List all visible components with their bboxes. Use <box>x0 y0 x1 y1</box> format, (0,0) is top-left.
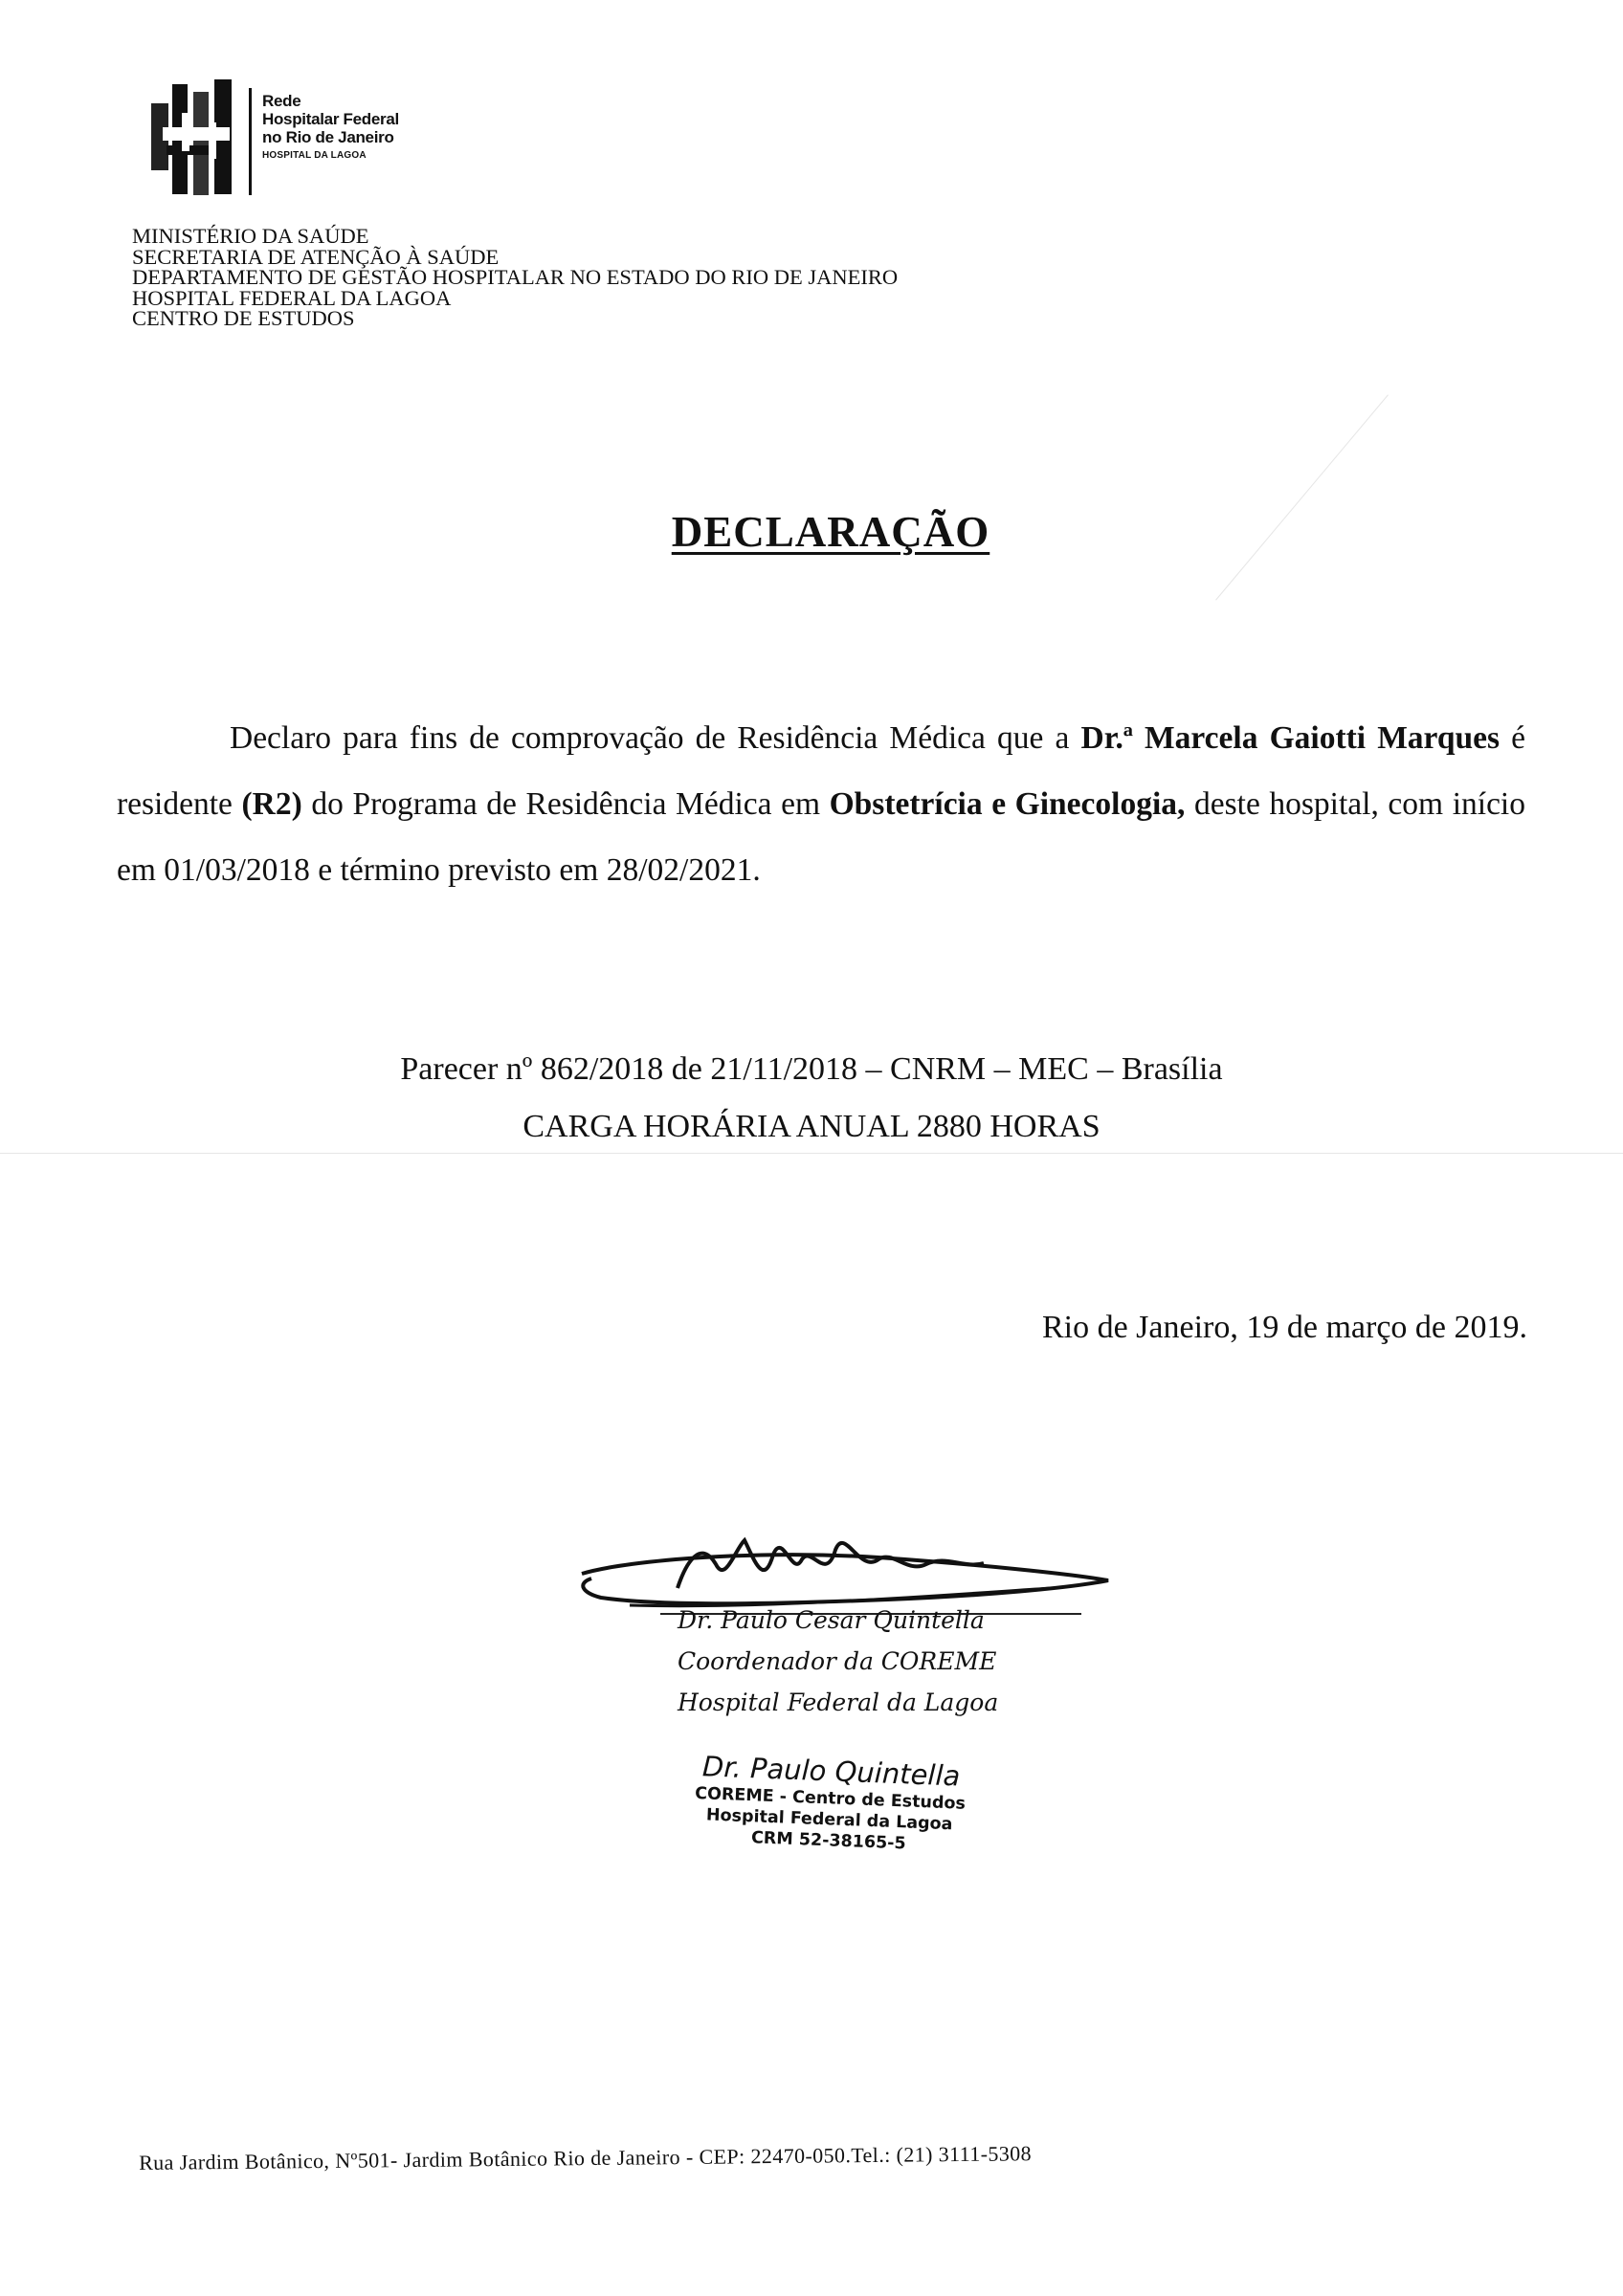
footer-address: Rua Jardim Botânico, Nº501- Jardim Botânico Rio de Janeiro - CEP: 22470-050.Tel.: (21) 3111-5308 <box>139 2141 1033 2175</box>
signatory-institution: Hospital Federal da Lagoa <box>678 1689 999 1716</box>
logo-line-3: no Rio de Janeiro <box>262 128 394 146</box>
logo-divider <box>249 88 252 195</box>
body-text-2: é residente <box>117 720 1525 822</box>
document-title: DECLARAÇÃO <box>671 508 990 556</box>
rede-hospitalar-logo-icon <box>144 75 244 204</box>
official-stamp <box>693 1749 967 1857</box>
body-text-3: do Programa de Residência Médica em <box>301 786 830 822</box>
body-text-1: Declaro para fins de comprovação de Residência Médica que a <box>230 720 1081 756</box>
workload-line: CARGA HORÁRIA ANUAL 2880 HORAS <box>522 1109 1101 1144</box>
signatory-name: Dr. Paulo Cesar Quintella <box>678 1606 985 1634</box>
hospital-logo <box>144 75 459 209</box>
body-text-4: deste hospital, com início em 01/03/2018 e término previsto em 28/02/2021. <box>117 786 1525 888</box>
residency-level: (R2) <box>241 786 302 822</box>
institution-header <box>132 226 898 329</box>
stamp-line: Hospital Federal da Lagoa <box>705 1805 953 1835</box>
declaration-body <box>117 705 1525 903</box>
parecer-block <box>0 1041 1623 1156</box>
header-line: DEPARTAMENTO DE GESTÃO HOSPITALAR NO ESTADO DO RIO DE JANEIRO <box>132 265 899 289</box>
logo-text <box>262 92 399 165</box>
header-line: HOSPITAL FEDERAL DA LAGOA <box>132 285 452 310</box>
program-name: Obstetrícia e Ginecologia, <box>829 786 1186 822</box>
stamp-name: Dr. Paulo Quintella <box>701 1750 961 1793</box>
header-line: MINISTÉRIO DA SAÚDE <box>132 224 369 248</box>
header-line: CENTRO DE ESTUDOS <box>132 306 355 330</box>
fold-line <box>1215 394 1389 600</box>
logo-line-2: Hospitalar Federal <box>262 110 399 128</box>
logo-line-1: Rede <box>262 92 301 110</box>
doctor-name: Dr.ª Marcela Gaiotti Marques <box>1080 720 1500 756</box>
signatory-block <box>678 1600 998 1723</box>
stamp-crm: CRM 52-38165-5 <box>750 1828 907 1854</box>
parecer-line: Parecer nº 862/2018 de 21/11/2018 – CNRM – MEC – Brasília <box>400 1051 1223 1087</box>
date-line: Rio de Janeiro, 19 de março de 2019. <box>1041 1310 1527 1345</box>
header-line: SECRETARIA DE ATENÇÃO À SAÚDE <box>132 244 500 269</box>
signatory-role: Coordenador da COREME <box>678 1647 997 1675</box>
stamp-line: COREME - Centro de Estudos <box>694 1783 967 1814</box>
logo-line-4: HOSPITAL DA LAGOA <box>262 150 367 161</box>
